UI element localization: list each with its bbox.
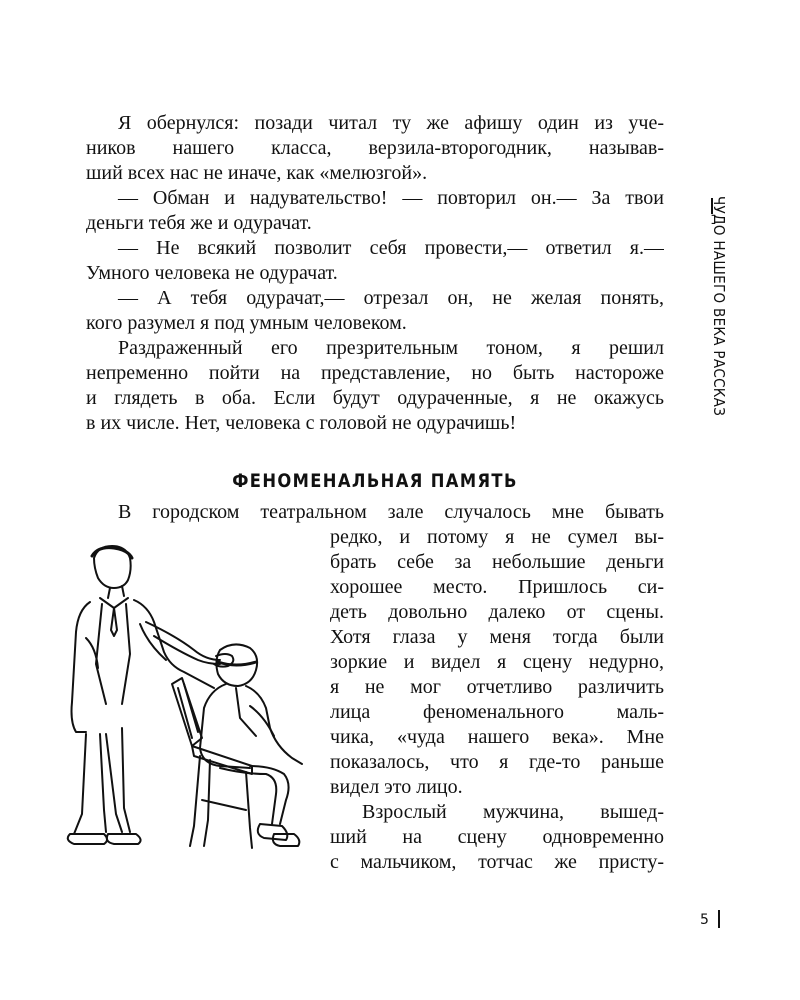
text-line: Умного человека не одурачат. bbox=[86, 262, 338, 284]
section-first-line bbox=[86, 500, 664, 525]
main-text bbox=[86, 111, 664, 436]
text-line: Раздраженный его презрительным тоном, я решил bbox=[118, 337, 664, 359]
text-line: Я обернулся: позади читал ту же афишу один из уче- bbox=[118, 112, 664, 134]
illustration-hypnotist-and-boy bbox=[60, 538, 322, 868]
text-line: я не мог отчетливо различить bbox=[330, 676, 664, 698]
text-line: непременно пойти на представление, но быть настороже bbox=[86, 362, 664, 384]
text-line: ший всех нас не иначе, как «мелюзгой». bbox=[86, 162, 428, 184]
text-line: — А тебя одурачат,— отрезал он, не желая понять, bbox=[118, 287, 664, 309]
page-number-bar bbox=[718, 910, 720, 928]
text-line: кого разумел я под умным человеком. bbox=[86, 312, 407, 334]
text-line: редко, и потому я не сумел вы- bbox=[330, 526, 664, 548]
text-line: В городском театральном зале случалось мне бывать bbox=[118, 501, 664, 523]
text-line: в их числе. Нет, человека с головой не одурачишь! bbox=[86, 412, 517, 434]
text-line: с мальчиком, тотчас же присту- bbox=[330, 851, 664, 873]
text-line: брать себе за небольшие деньги bbox=[330, 551, 664, 573]
text-line: деньги тебя же и одурачат. bbox=[86, 212, 312, 234]
text-line: и глядеть в оба. Если будут одураченные, я не окажусь bbox=[86, 387, 664, 409]
text-line: ший на сцену одновременно bbox=[330, 826, 664, 848]
text-line: хорошее место. Пришлось си- bbox=[330, 576, 664, 598]
text-line: чика, «чуда нашего века». Мне bbox=[330, 726, 664, 748]
text-line: Взрослый мужчина, вышед- bbox=[362, 801, 664, 823]
text-line: — Обман и надувательство! — повторил он.— За твои bbox=[118, 187, 664, 209]
text-line: лица феноменального маль- bbox=[330, 701, 664, 723]
running-head-text: ЧУДО НАШЕГО ВЕКА РАССКАЗ bbox=[710, 196, 728, 417]
text-line: показалось, что я где-то раньше bbox=[330, 751, 664, 773]
text-line: Хотя глаза у меня тогда были bbox=[330, 626, 664, 648]
page-number: 5 bbox=[700, 912, 709, 928]
text-line: деть довольно далеко от сцены. bbox=[330, 601, 664, 623]
text-line: ников нашего класса, верзила-второгодник, называв- bbox=[86, 137, 664, 159]
section-heading: ФЕНОМЕНАЛЬНАЯ ПАМЯТЬ bbox=[232, 470, 518, 492]
wrapped-text bbox=[330, 525, 664, 875]
text-line: зоркие и видел я сцену недурно, bbox=[330, 651, 664, 673]
text-line: видел это лицо. bbox=[330, 776, 463, 798]
text-line: — Не всякий позволит себя провести,— ответил я.— bbox=[118, 237, 664, 259]
running-head bbox=[702, 196, 732, 496]
